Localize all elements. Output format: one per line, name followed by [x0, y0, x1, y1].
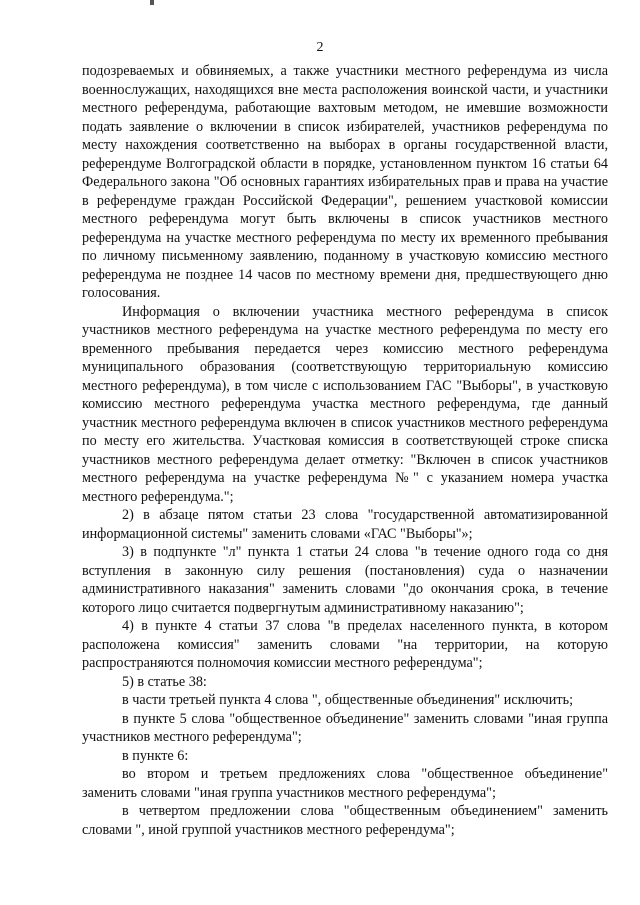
paragraph-6: 5) в статье 38:	[122, 673, 207, 690]
paragraph-1: подозреваемых и обвиняемых, а также участники местного референдума из числа военнослужащих, находящихся вне места расположения воинской части, и участники местного референдума, работающие вахтовым методом, не имевшие возможности подать заявление о включении в список избирателей, участников референдума по месту нахождения соответственно на выборах в органы государственной власти, референдуме Волгоградской области в порядке, установленном пунктом 16 статьи 64 Федерального закона "Об основных гарантиях избирательных прав и права на участие в референдуме граждан Российской Федерации", решением участковой комиссии местного референдума могут быть включены в список участников местного референдума на участке местного референдума по месту их временного пребывания по личному письменному заявлению, поданному в участковую комиссию местного референдума не позднее 14 часов по местному времени дня, предшествующего дню голосования.	[82, 63, 608, 301]
paragraph-11: в четвертом предложении слова "общественным объединением" заменить словами ", иной группой участников местного референдума";	[82, 803, 608, 838]
paragraph-9: в пункте 6:	[122, 747, 189, 764]
paragraph-10: во втором и третьем предложениях слова "общественное объединение" заменить словами "иная группа участников местного референдума";	[82, 766, 608, 801]
paragraph-3: 2) в абзаце пятом статьи 23 слова "государственной автоматизированной информационной системы" заменить словами «ГАС "Выборы"»;	[82, 507, 608, 542]
paragraph-8: в пункте 5 слова "общественное объединение" заменить словами "иная группа участников местного референдума";	[82, 710, 608, 745]
paragraph-7: в части третьей пункта 4 слова ", общественные объединения" исключить;	[122, 692, 574, 708]
paragraph-2: Информация о включении участника местного референдума в список участников местного референдума на участке местного референдума по месту его временного пребывания передается через комиссию местного референдума муниципального образования (соответствующую территориальную комиссию местного референдума), в том числе с использованием ГАС "Выборы", в участковую комиссию местного референдума участка местного референдума, где данный участник местного референдума включен в список участников местного референдума по месту его жительства. Участковая комиссия в соответствующей строке списка участников местного референдума делает отметку: "Включен в список участников местного референдума на участке референдума №" с указанием номера участка местного референдума.";	[82, 303, 608, 505]
document-body	[82, 62, 608, 839]
paragraph-5: 4) в пункте 4 статьи 37 слова "в пределах населенного пункта, в котором расположена комиссия" заменить словами "на территории, на которую распространяются полномочия комиссии местного референдума";	[82, 618, 608, 671]
paragraph-4: 3) в подпункте "л" пункта 1 статьи 24 слова "в течение одного года со дня вступления в законную силу решения (постановления) суда о назначении административного наказания" заменить словами "до окончания срока, в течение которого лицо считается подвергнутым административному наказанию";	[82, 544, 608, 616]
scan-artifact-mark	[150, 0, 154, 5]
page-number: 2	[316, 40, 324, 55]
